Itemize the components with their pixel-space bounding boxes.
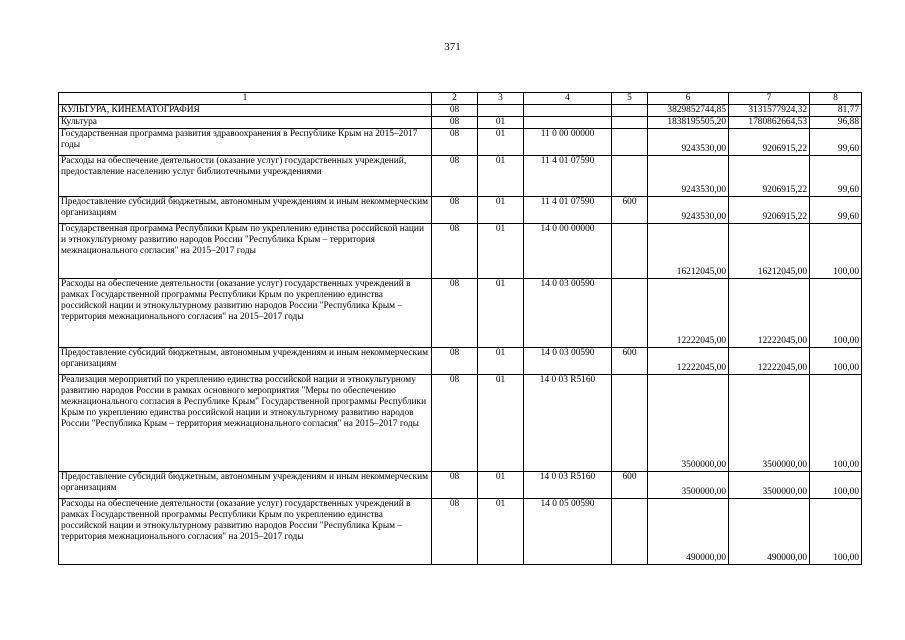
- expense-type-cell: 600: [612, 197, 648, 224]
- table-row: [59, 129, 862, 156]
- table-row: [59, 156, 862, 197]
- target-article-cell: 11 4 01 07590: [524, 197, 612, 224]
- execution-percent-cell: 100,00: [810, 375, 862, 472]
- actual-amount-cell: 3131577924,32: [729, 105, 810, 117]
- section-code-cell: 08: [432, 129, 478, 156]
- expense-type-cell: [612, 129, 648, 156]
- subsection-code-cell: 01: [478, 375, 524, 472]
- subsection-code-cell: 01: [478, 156, 524, 197]
- expense-type-cell: [612, 375, 648, 472]
- expense-name-cell: Предоставление субсидий бюджетным, автономным учреждениям и иным некоммерческим организациям: [59, 348, 432, 375]
- execution-percent-cell: 100,00: [810, 279, 862, 348]
- table-row: [59, 224, 862, 279]
- actual-amount-cell: 9206915,22: [729, 129, 810, 156]
- column-header: 6: [648, 93, 729, 105]
- actual-amount-cell: 9206915,22: [729, 156, 810, 197]
- column-header: 4: [524, 93, 612, 105]
- expense-name-cell: Предоставление субсидий бюджетным, автономным учреждениям и иным некоммерческим организациям: [59, 472, 432, 499]
- section-code-cell: 08: [432, 279, 478, 348]
- table-row: [59, 472, 862, 499]
- section-code-cell: 08: [432, 224, 478, 279]
- expense-name-cell: Предоставление субсидий бюджетным, автономным учреждениям и иным некоммерческим организациям: [59, 197, 432, 224]
- table-row: [59, 499, 862, 565]
- execution-percent-cell: 99,60: [810, 129, 862, 156]
- budget-table: [58, 92, 862, 565]
- target-article-cell: 11 0 00 00000: [524, 129, 612, 156]
- expense-type-cell: 600: [612, 472, 648, 499]
- section-code-cell: 08: [432, 375, 478, 472]
- expense-name-cell: Государственная программа развития здравоохранения в Республике Крым на 2015–2017 годы: [59, 129, 432, 156]
- execution-percent-cell: 99,60: [810, 156, 862, 197]
- actual-amount-cell: 490000,00: [729, 499, 810, 565]
- planned-amount-cell: 3500000,00: [648, 472, 729, 499]
- section-code-cell: 08: [432, 472, 478, 499]
- section-code-cell: 08: [432, 348, 478, 375]
- execution-percent-cell: 100,00: [810, 499, 862, 565]
- expense-type-cell: [612, 279, 648, 348]
- expense-type-cell: [612, 499, 648, 565]
- section-code-cell: 08: [432, 197, 478, 224]
- actual-amount-cell: 12222045,00: [729, 279, 810, 348]
- section-code-cell: 08: [432, 117, 478, 129]
- expense-name-cell: Расходы на обеспечение деятельности (оказание услуг) государственных учреждений в рамках Государственной программы Республики Крым по укреплению единства российской нации и этнокультурному развитию народов России "Республика Крым – территория межнационального согласия" на 2015–2017 годы: [59, 499, 432, 565]
- target-article-cell: 14 0 03 R5160: [524, 375, 612, 472]
- column-header: 3: [478, 93, 524, 105]
- expense-name-cell: Расходы на обеспечение деятельности (оказание услуг) государственных учреждений в рамках Государственной программы Республики Крым по укреплению единства российской нации и этнокультурному развитию народов России "Республика Крым – территория межнационального согласия" на 2015–2017 годы: [59, 279, 432, 348]
- target-article-cell: 14 0 03 00590: [524, 279, 612, 348]
- subsection-code-cell: 01: [478, 348, 524, 375]
- expense-name-cell: Расходы на обеспечение деятельности (оказание услуг) государственных учреждений, предоставление населению услуг библиотечными учреждениями: [59, 156, 432, 197]
- execution-percent-cell: 96,88: [810, 117, 862, 129]
- target-article-cell: [524, 117, 612, 129]
- column-header: 7: [729, 93, 810, 105]
- table-row: [59, 105, 862, 117]
- planned-amount-cell: 1838195505,20: [648, 117, 729, 129]
- actual-amount-cell: 1780862664,53: [729, 117, 810, 129]
- column-header: 8: [810, 93, 862, 105]
- expense-name-cell: КУЛЬТУРА, КИНЕМАТОГРАФИЯ: [59, 105, 432, 117]
- expense-type-cell: [612, 105, 648, 117]
- execution-percent-cell: 100,00: [810, 348, 862, 375]
- target-article-cell: 14 0 03 00590: [524, 348, 612, 375]
- actual-amount-cell: 16212045,00: [729, 224, 810, 279]
- subsection-code-cell: [478, 105, 524, 117]
- execution-percent-cell: 100,00: [810, 224, 862, 279]
- planned-amount-cell: 490000,00: [648, 499, 729, 565]
- subsection-code-cell: 01: [478, 117, 524, 129]
- planned-amount-cell: 16212045,00: [648, 224, 729, 279]
- execution-percent-cell: 99,60: [810, 197, 862, 224]
- subsection-code-cell: 01: [478, 197, 524, 224]
- planned-amount-cell: 9243530,00: [648, 156, 729, 197]
- execution-percent-cell: 81,77: [810, 105, 862, 117]
- expense-name-cell: Реализация мероприятий по укреплению единства российской нации и этнокультурному развитию народов России в рамках основного мероприятия "Меры по обеспечению межнационального согласия в Республике Крым" Государственной программы Республики Крым по укреплению единства российской нации и этнокультурному развитию народов России "Республика Крым – территория межнационального согласия" на 2015–2017 годы: [59, 375, 432, 472]
- table-row: [59, 117, 862, 129]
- execution-percent-cell: 100,00: [810, 472, 862, 499]
- section-code-cell: 08: [432, 156, 478, 197]
- section-code-cell: 08: [432, 499, 478, 565]
- planned-amount-cell: 3500000,00: [648, 375, 729, 472]
- subsection-code-cell: 01: [478, 499, 524, 565]
- column-header: 2: [432, 93, 478, 105]
- subsection-code-cell: 01: [478, 472, 524, 499]
- table-row: [59, 197, 862, 224]
- column-header: 1: [59, 93, 432, 105]
- planned-amount-cell: 12222045,00: [648, 279, 729, 348]
- expense-type-cell: 600: [612, 348, 648, 375]
- page-number: 371: [444, 41, 461, 53]
- subsection-code-cell: 01: [478, 129, 524, 156]
- target-article-cell: 11 4 01 07590: [524, 156, 612, 197]
- table-row: [59, 348, 862, 375]
- planned-amount-cell: 9243530,00: [648, 129, 729, 156]
- target-article-cell: 14 0 00 00000: [524, 224, 612, 279]
- section-code-cell: 08: [432, 105, 478, 117]
- target-article-cell: 14 0 05 00590: [524, 499, 612, 565]
- table-row: [59, 279, 862, 348]
- expense-type-cell: [612, 224, 648, 279]
- actual-amount-cell: 3500000,00: [729, 472, 810, 499]
- table-row: [59, 375, 862, 472]
- subsection-code-cell: 01: [478, 224, 524, 279]
- actual-amount-cell: 3500000,00: [729, 375, 810, 472]
- expense-name-cell: Государственная программа Республики Крым по укреплению единства российской нации и этнокультурному развитию народов России "Республика Крым – территория межнационального согласия" на 2015–2017 годы: [59, 224, 432, 279]
- subsection-code-cell: 01: [478, 279, 524, 348]
- expense-name-cell: Культура: [59, 117, 432, 129]
- actual-amount-cell: 12222045,00: [729, 348, 810, 375]
- expense-type-cell: [612, 117, 648, 129]
- planned-amount-cell: 12222045,00: [648, 348, 729, 375]
- actual-amount-cell: 9206915,22: [729, 197, 810, 224]
- planned-amount-cell: 9243530,00: [648, 197, 729, 224]
- expense-type-cell: [612, 156, 648, 197]
- planned-amount-cell: 3829852744,85: [648, 105, 729, 117]
- column-header: 5: [612, 93, 648, 105]
- target-article-cell: [524, 105, 612, 117]
- target-article-cell: 14 0 03 R5160: [524, 472, 612, 499]
- table-header-row: [59, 93, 862, 105]
